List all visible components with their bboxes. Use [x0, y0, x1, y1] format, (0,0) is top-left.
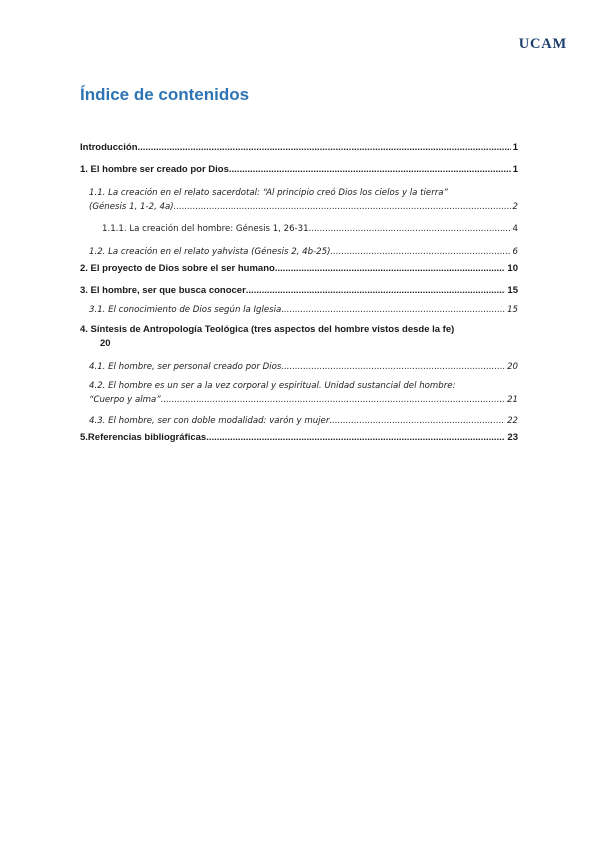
toc-page-number: 15 — [507, 285, 518, 296]
toc-entry-text: Introducción — [80, 142, 138, 153]
ucam-logo: UCAM — [518, 36, 567, 52]
toc-leader — [330, 245, 510, 259]
toc-page-number: 20 — [100, 338, 111, 349]
toc-entry-1-2[interactable] — [80, 245, 518, 259]
toc-page-number: 21 — [507, 395, 518, 405]
toc-entry-1-1-1[interactable] — [80, 222, 518, 236]
toc-entry-text-line1: 1.1. La creación en el relato sacerdotal: “Al principio creó Dios los cielos y la tierra” — [89, 188, 448, 198]
toc-leader — [309, 222, 511, 236]
toc-leader — [281, 360, 505, 374]
toc-leader — [174, 200, 511, 214]
toc-leader — [206, 429, 505, 446]
toc-page-number: 2 — [512, 202, 518, 212]
toc-entry-4[interactable] — [80, 323, 518, 351]
toc-page-number: 10 — [507, 263, 518, 274]
toc-entry-text: 3.1. El conocimiento de Dios según la Iglesia — [89, 305, 282, 315]
toc-page-number: 6 — [512, 247, 518, 257]
toc-entry-text: 4.3. El hombre, ser con doble modalidad: varón y mujer — [89, 416, 330, 426]
toc-page-number: 15 — [507, 305, 518, 315]
toc-entry-1-1[interactable] — [80, 186, 518, 214]
toc-entry-text: 4. Síntesis de Antropología Teológica (tres aspectos del hombre vistos desde la fe) — [80, 324, 455, 335]
toc-page-number: 23 — [507, 432, 518, 443]
toc-entry-4-1[interactable] — [80, 360, 518, 374]
toc-leader — [138, 139, 511, 156]
toc-entry-4-3[interactable] — [80, 414, 518, 428]
toc-entry-text: 1.1.1. La creación del hombre: Génesis 1, 26-31 — [102, 224, 309, 234]
table-of-contents — [80, 135, 518, 446]
toc-entry-3-1[interactable] — [80, 303, 518, 317]
toc-leader — [229, 161, 511, 178]
toc-entry-text: 1. El hombre ser creado por Dios — [80, 164, 229, 175]
toc-page-number: 1 — [512, 164, 518, 175]
toc-entry-2[interactable] — [80, 260, 518, 277]
toc-leader — [329, 414, 505, 428]
toc-entry-text-line1: 4.2. El hombre es un ser a la vez corporal y espiritual. Unidad sustancial del hombre: — [89, 381, 456, 391]
toc-page-number: 4 — [512, 224, 518, 234]
toc-entry-3[interactable] — [80, 282, 518, 299]
toc-leader — [281, 303, 505, 317]
toc-page-number: 20 — [507, 362, 518, 372]
toc-entry-text-line2: “Cuerpo y alma” — [89, 395, 161, 405]
toc-entry-4-2[interactable] — [80, 379, 518, 407]
toc-entry-text: 4.1. El hombre, ser personal creado por Dios — [89, 362, 282, 372]
toc-leader — [161, 393, 505, 407]
toc-entry-text: 5.Referencias bibliográficas — [80, 432, 207, 443]
toc-entry-text: 3. El hombre, ser que busca conocer — [80, 285, 246, 296]
toc-entry-5[interactable] — [80, 429, 518, 446]
toc-entry-text-line2: (Génesis 1, 1-2, 4a) — [89, 202, 174, 212]
toc-leader — [246, 282, 506, 299]
toc-page-number: 1 — [512, 142, 518, 153]
page-title: Índice de contenidos — [80, 85, 250, 104]
toc-page-number: 22 — [507, 416, 518, 426]
toc-leader — [275, 260, 506, 277]
toc-entry-text: 2. El proyecto de Dios sobre el ser humano — [80, 263, 275, 274]
toc-entry-introduccion[interactable] — [80, 139, 518, 156]
toc-entry-text: 1.2. La creación en el relato yahvista (Génesis 2, 4b-25) — [89, 247, 331, 257]
toc-entry-1[interactable] — [80, 161, 518, 178]
